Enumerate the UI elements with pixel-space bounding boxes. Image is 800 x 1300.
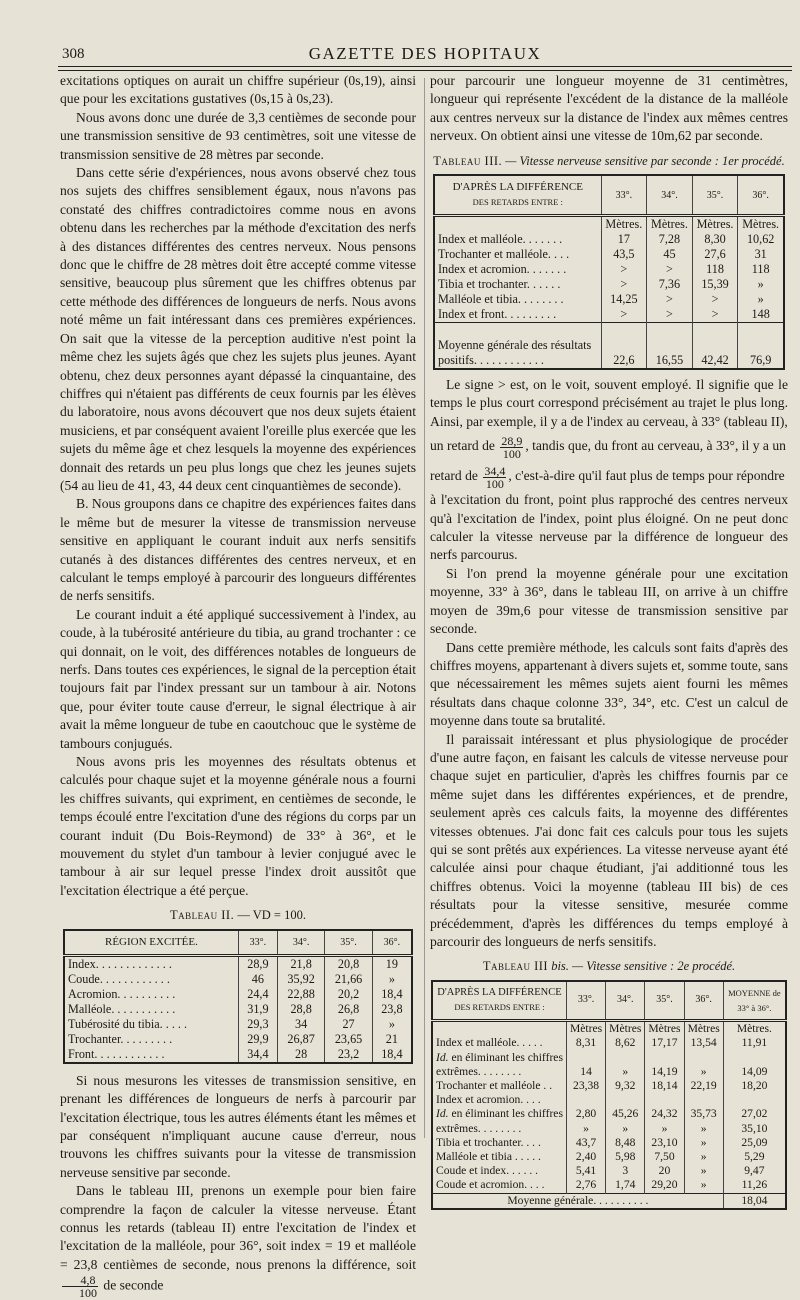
- table-row: [434, 247, 784, 262]
- table-row: [432, 1122, 786, 1136]
- table-cell: 7,36: [647, 277, 693, 292]
- table-cell: 35,92: [277, 972, 324, 987]
- table-cell: >: [647, 307, 693, 323]
- table-row: [64, 987, 412, 1002]
- paragraph: Dans le tableau III, prenons un exemple pour bien faire comprendre la façon de calculer la vitesse nerveuse. Étant connus les retards (tableau II) entre l'excitation de l'index et l'excitation de la malléole, pour 36°, soit index = 19 et malléole = 23,8 centièmes de seconde, nous prenons la différence, soit $\frac{4,8}{100}$ de seconde: [60, 1183, 416, 1300]
- table-cell: »: [372, 972, 412, 987]
- unit-cell: Mètres.: [723, 1021, 786, 1037]
- table-cell: 7,28: [647, 232, 693, 247]
- table2: RÉGION EXCITÉE. 33°. 34°. 35°. 36°. Index. . . . . . . . . . . . . 28,9 21,8 20,8 19 Coude. . . . . . . . . . . . 46 35,92 21,66 » Acromion. . . . . . . . . . 24,4 22,88 20,2 18,4 Malléole. . . . . . . . . . . 31,9 28,8 26,8 23,8 Tubérosité du tibia. . . . . 29,3 34 27 » Trochanter. . . . . . . . . 29,9 26,87 23,65 21 Front. . . . . . . . . . . . 34,4 28 23,2 18,4: [63, 929, 413, 1064]
- table-row: [432, 1107, 786, 1121]
- table-row: [434, 277, 784, 292]
- paragraph: Nous avons donc une durée de 3,3 centièmes de seconde pour une transmission sensitive de 93 centimètres, soit une vitesse de transmission sensitive de 28 mètres par seconde.: [60, 109, 416, 162]
- table-row: [432, 1093, 786, 1107]
- table-cell: 25,09: [723, 1136, 786, 1150]
- mean-row: [434, 353, 784, 369]
- table3bis: D'APRÈS LA DIFFÉRENCE DES RETARDS ENTRE : 33°. 34°. 35°. 36°. MOYENNE de 33° à 36°. Mètres Mètres Mètres Mètres Mètres. Index et malléole. . . . . 8,31 8,62 17,17 13,54 11,91 Id. en éliminant les chiffres extrêmes. . . . . . . . 14 » 14,19 » 14,09 Trochanter et malléole . . 23,38 9,32 18,14 22,19 18,20 Index et acromion. . . . Id. en éliminant les chiffres 2,80 45,26 24,32 35,73 27,02 extrêmes. . . . . . . . » » » » 35,10 Tibia et trochanter. . . . 43,7 8,48 23,10 » 25,09 Malléole et tibia . . . . . 2,40 5,98 7,50 » 5,29 Coude et index. . . . . . 5,41 3 20 » 9,47 Coude et acromion. . . . 2,76 1,74 29,20 » 11,26 Moyenne générale. . . . . . . . . . 18,04: [431, 980, 787, 1210]
- table-cell: >: [647, 262, 693, 277]
- table-cell: »: [372, 1017, 412, 1032]
- table-cell: 31: [738, 247, 784, 262]
- table-cell: 5,41: [566, 1164, 605, 1178]
- table-row: [64, 1032, 412, 1047]
- table-cell: 5,98: [606, 1150, 645, 1164]
- table-row: [432, 1036, 786, 1050]
- table-cell: 45,26: [606, 1107, 645, 1121]
- paragraph: Le signe > est, on le voit, souvent employé. Il signifie que le temps le plus court correspond précisément au trajet le plus long. Ainsi, par exemple, il y a de l'index au cerveau, à 33° (tableau II),: [430, 377, 788, 429]
- table-cell: 16,55: [647, 353, 693, 369]
- header-rule-thin: [58, 70, 792, 71]
- row-label: Id. en éliminant les chiffres: [436, 1107, 563, 1121]
- row-label: Index et front. . . . . . . . .: [438, 307, 557, 322]
- fraction: $\frac{28,9}{100}$: [501, 433, 523, 461]
- table-cell: 29,20: [645, 1178, 684, 1193]
- table-cell: 18,20: [723, 1079, 786, 1093]
- row-label: Front. . . . . . . . . . . .: [68, 1046, 165, 1061]
- row-label: Trochanter. . . . . . . . .: [68, 1031, 173, 1046]
- table-cell: 8,31: [566, 1036, 605, 1050]
- paragraph: Nous avons pris les moyennes des résultats obtenus et calculés pour chaque sujet et la moyenne générale nous a fourni les chiffres suivants, qui expriment, en centièmes de seconde, le temps écoulé entre l'excitation d'une des régions du corps par un courant induit (Du Bois-Reymond) de 33° à 36°, et le mouvement du stylet d'un tambour à levier conjugué avec le tambour à air sur lequel presse l'index droit aussitôt que l'excitation électrique a été perçue.: [60, 754, 416, 898]
- table-cell: 42,42: [692, 353, 738, 369]
- unit-cell: Mètres: [606, 1021, 645, 1037]
- table-cell: 23,8: [372, 1002, 412, 1017]
- page-header: [60, 44, 790, 66]
- table-cell: 23,38: [566, 1079, 605, 1093]
- paragraph: Si l'on prend la moyenne générale pour une excitation moyenne, 33° à 36°, dans le tableau III, on arrive à un chiffre moyen de 39m,6 pour vitesse de transmission sensitive par seconde.: [430, 565, 788, 637]
- table-cell: 14,19: [645, 1065, 684, 1079]
- table-cell: 15,39: [692, 277, 738, 292]
- table-cell: 20,8: [325, 955, 372, 972]
- row-label: extrêmes. . . . . . . .: [436, 1064, 522, 1078]
- row-label: Index et malléole. . . . . . .: [438, 232, 563, 247]
- spacer-cell: [647, 323, 693, 339]
- table-cell: [566, 1051, 605, 1065]
- unit-cell: Mètres.: [692, 216, 738, 233]
- table-cell: 28,9: [238, 955, 277, 972]
- table-cell: 22,19: [684, 1079, 723, 1093]
- table3: D'APRÈS LA DIFFÉRENCE DES RETARDS ENTRE : 33°. 34°. 35°. 36°. Mètres. Mètres. Mètres. Mètres. Index et malléole. . . . . . . 17 7,28 8,30 10,62 Trochanter et malléole. . . . 43,5 45 27,6 31 Index et acromion. . . . . . . > > 118 118 Tibia et trochanter. . . . . . > 7,36 15,39 » Malléole et tibia. . . . . . . . 14,25 > > » Index et front. . . . . . . . . > > > 148 Moyenne générale des résultats positifs. . . . . . . . . . . . 22,6 16,55 42,42 76,9: [433, 174, 785, 370]
- table-cell: 9,32: [606, 1079, 645, 1093]
- paragraph: Si nous mesurons les vitesses de transmission sensitive, en prenant les différences de longueurs de nerfs à parcourir par l'excitation électrique, tous les autres éléments étant les mêmes et par conséquent n'impliquant aucune cause d'erreur, nous trouvons les chiffres suivants pour la vitesse de transmission nerveuse sensitive par seconde.: [60, 1072, 416, 1180]
- table-cell: 27,02: [723, 1107, 786, 1121]
- table-cell: 22,88: [277, 987, 324, 1002]
- table-cell: >: [601, 307, 647, 323]
- table-row: [432, 1150, 786, 1164]
- table-cell: »: [684, 1178, 723, 1193]
- table-cell: 23,10: [645, 1136, 684, 1150]
- row-label: Malléole et tibia. . . . . . . .: [438, 292, 564, 307]
- table-cell: 18,04: [723, 1193, 786, 1209]
- table-cell: 27: [325, 1017, 372, 1032]
- table-cell: >: [692, 292, 738, 307]
- table-cell: [647, 338, 693, 353]
- table-cell: 43,5: [601, 247, 647, 262]
- table3-caption: Tableau III. — Vitesse nerveuse sensitive par seconde : 1er procédé.: [433, 153, 785, 168]
- row-label: extrêmes. . . . . . . .: [436, 1121, 522, 1135]
- table-cell: [723, 1051, 786, 1065]
- table3bis-caption: Tableau III bis. — Vitesse sensitive : 2e procédé.: [482, 959, 736, 974]
- row-label: Trochanter et malléole. . . .: [438, 247, 570, 262]
- table-row: [434, 232, 784, 247]
- table-cell: »: [606, 1122, 645, 1136]
- row-label: Id. en éliminant les chiffres: [436, 1050, 563, 1064]
- right-column: [430, 72, 788, 1210]
- separator-row: [434, 323, 784, 339]
- table-cell: 19: [372, 955, 412, 972]
- table-cell: >: [647, 292, 693, 307]
- table-cell: 46: [238, 972, 277, 987]
- table-row: [432, 1136, 786, 1150]
- table-cell: 7,50: [645, 1150, 684, 1164]
- unit-cell: Mètres: [645, 1021, 684, 1037]
- spacer-cell: [434, 323, 601, 339]
- table-cell: 27,6: [692, 247, 738, 262]
- table-cell: 24,4: [238, 987, 277, 1002]
- table-cell: 2,40: [566, 1150, 605, 1164]
- table-cell: 29,3: [238, 1017, 277, 1032]
- table-cell: >: [601, 262, 647, 277]
- table-cell: [645, 1093, 684, 1107]
- table-cell: >: [601, 277, 647, 292]
- table-cell: »: [606, 1065, 645, 1079]
- table-cell: 17: [601, 232, 647, 247]
- table-cell: 76,9: [738, 353, 784, 369]
- table-cell: 18,14: [645, 1079, 684, 1093]
- table-row: [432, 1079, 786, 1093]
- table-cell: 5,29: [723, 1150, 786, 1164]
- table-cell: [566, 1093, 605, 1107]
- table-row: [434, 262, 784, 277]
- table-cell: »: [566, 1122, 605, 1136]
- row-label: Coude et acromion. . . .: [436, 1178, 545, 1192]
- table-row: [64, 955, 412, 972]
- table-cell: 11,26: [723, 1178, 786, 1193]
- fraction: $\frac{4,8}{100}$: [62, 1274, 98, 1299]
- table-cell: 148: [738, 307, 784, 323]
- column-divider: [424, 78, 425, 1138]
- table-cell: 24,32: [645, 1107, 684, 1121]
- table-row: [64, 1017, 412, 1032]
- table-cell: 14,09: [723, 1065, 786, 1079]
- header-rule: [58, 66, 792, 67]
- row-label: Coude. . . . . . . . . . . .: [68, 971, 170, 986]
- table-row: [434, 307, 784, 323]
- row-label: Index. . . . . . . . . . . . .: [68, 956, 172, 971]
- table-row: [432, 1051, 786, 1065]
- paragraph: Dans cette première méthode, les calculs sont faits d'après des chiffres moyens, appartenant à divers sujets et, somme toute, sans que nécessairement les mêmes sujets aient fourni les mêmes résultats dans chaque colonne 33°, 34°, etc. C'est un calcul de moyenne dans toute sa brutalité.: [430, 639, 788, 729]
- table-cell: 14: [566, 1065, 605, 1079]
- paragraph: à l'excitation du front, point plus rapproché des centres nerveux qu'à l'excitation de l'index, point plus éloigné. On ne peut donc calculer la vitesse nerveuse par la différence de longueur des nerfs parcourus.: [430, 492, 788, 563]
- row-label: Tubérosité du tibia. . . . .: [68, 1016, 188, 1031]
- table-row: [64, 1002, 412, 1017]
- row-label: Coude et index. . . . . .: [436, 1164, 539, 1178]
- page-number: 308: [62, 46, 85, 62]
- table-cell: 22,6: [601, 353, 647, 369]
- table-cell: 35,10: [723, 1122, 786, 1136]
- row-label: Moyenne générale. . . . . . . . . .: [432, 1193, 723, 1209]
- row-label: Moyenne générale des résultats: [438, 338, 592, 353]
- table-cell: 2,80: [566, 1107, 605, 1121]
- table-cell: >: [692, 307, 738, 323]
- table-row: [432, 1065, 786, 1079]
- table-cell: »: [684, 1065, 723, 1079]
- table-cell: 9,47: [723, 1164, 786, 1178]
- table-cell: 23,65: [325, 1032, 372, 1047]
- table-cell: 43,7: [566, 1136, 605, 1150]
- table-cell: [723, 1093, 786, 1107]
- table-cell: 21,66: [325, 972, 372, 987]
- table-cell: 29,9: [238, 1032, 277, 1047]
- table-row: [432, 1178, 786, 1193]
- table-cell: »: [684, 1164, 723, 1178]
- table-cell: »: [645, 1122, 684, 1136]
- row-label: positifs. . . . . . . . . . . .: [438, 353, 544, 368]
- table-cell: 21: [372, 1032, 412, 1047]
- unit-cell: Mètres.: [647, 216, 693, 233]
- table-cell: [684, 1093, 723, 1107]
- table-cell: 8,48: [606, 1136, 645, 1150]
- table-cell: 34,4: [238, 1047, 277, 1063]
- table-cell: 13,54: [684, 1036, 723, 1050]
- paragraph: Dans cette série d'expériences, nous avons observé chez tous nos sujets des chiffres sensiblement égaux, nous n'avons pas constaté des chiffres contradictoires comme nous en avons obtenu dans les recherches par la méthode d'excitation des nerfs à des distances différentes des centres nerveux. Nous pensons donc que le chiffre de 28 mètres doit être accepté comme vitesse sensitive, beaucoup plus sûrement que les chiffres obtenus par cette méthode des différences de longueurs de nerfs. Nous avons noté même un fait intéressant dans ces premières expériences. On sait que la vitesse de la perception auditive n'est point la même chez les sujets âgés que chez les sujets plus jeunes. Ayant obtenu, chez deux personnes ayant dépassé la cinquantaine, des chiffres qui n'étaient pas différents de ceux fournis par les élèves du laboratoire, nous avons découvert que nos deux sujets étaient musiciens, et par conséquent avaient l'oreille plus exercée que les sujets du même âge et chez lesquels la moyenne des expériences donnait des retards un peu plus longs que chez les jeunes sujets (54 au lieu de 41, 43, 44 deux cent cinquantièmes de seconde).: [60, 165, 416, 493]
- paragraph: excitations optiques on aurait un chiffre supérieur (0s,19), ainsi que pour les excitations gustatives (0s,15 à 0s,23).: [60, 73, 416, 107]
- row-label: [434, 216, 601, 233]
- table-cell: 1,74: [606, 1178, 645, 1193]
- table-cell: [692, 338, 738, 353]
- table-cell: »: [684, 1122, 723, 1136]
- row-label: Index et acromion. . . . . . .: [438, 262, 567, 277]
- table-cell: [606, 1093, 645, 1107]
- table-cell: [601, 338, 647, 353]
- paragraph: Il paraissait intéressant et plus physiologique de procéder d'une autre façon, en faisant les calculs de vitesse nerveuse pour chaque sujet en particulier, d'après les chiffres fournis par ce même sujet dans les différentes expériences, et de prendre, seulement après ces calculs faits, la moyenne des différentes vitesses obtenues. J'ai donc fait ces calculs pour tous les sujets qui se sont prêtés aux expériences. La vitesse nerveuse ayant été calculée ainsi pour chaque étudiant, j'ai additionné tous les chiffres obtenus. Voici la moyenne (tableau III bis) de ces résultats pour la vitesse sensitive, mesurée comme précédemment, d'après les différences du temps employé à parcourir des longueurs de nerfs sensitifs.: [430, 731, 788, 949]
- row-label: Malléole et tibia . . . . .: [436, 1150, 541, 1164]
- table-cell: [645, 1051, 684, 1065]
- table-cell: 45: [647, 247, 693, 262]
- unit-cell: Mètres: [566, 1021, 605, 1037]
- equation-line: retard de $\frac{34,4}{100}$ , c'est-à-dire qu'il faut plus de temps pour répondre: [430, 463, 785, 491]
- spacer-cell: [738, 323, 784, 339]
- table-cell: 28,8: [277, 1002, 324, 1017]
- spacer-cell: [692, 323, 738, 339]
- table-cell: [606, 1051, 645, 1065]
- fraction: $\frac{34,4}{100}$: [484, 463, 506, 491]
- table-cell: 118: [692, 262, 738, 277]
- table-cell: 8,62: [606, 1036, 645, 1050]
- table-cell: 31,9: [238, 1002, 277, 1017]
- row-label: Tibia et trochanter. . . . . .: [438, 277, 561, 292]
- table-cell: 18,4: [372, 987, 412, 1002]
- row-label: Index et acromion. . . .: [436, 1093, 541, 1107]
- table-cell: [684, 1051, 723, 1065]
- table-cell: [738, 338, 784, 353]
- table-cell: 14,25: [601, 292, 647, 307]
- table-cell: 2,76: [566, 1178, 605, 1193]
- table-cell: 26,8: [325, 1002, 372, 1017]
- table-row: [64, 1047, 412, 1063]
- table-cell: 8,30: [692, 232, 738, 247]
- table-cell: 23,2: [325, 1047, 372, 1063]
- paragraph: B. Nous groupons dans ce chapitre des expériences faites dans le même but de mesurer la vitesse de transmission nerveuse sensitive en appliquant le courant induit aux nerfs sensitifs cutanés à des distances différentes des centres nerveux, et en calculant le temps employé à parcourir des longueurs différentes de nerfs sensitifs.: [60, 496, 416, 604]
- table-cell: 34: [277, 1017, 324, 1032]
- journal-title: GAZETTE DES HOPITAUX: [308, 44, 542, 63]
- table-cell: »: [738, 292, 784, 307]
- table-cell: 17,17: [645, 1036, 684, 1050]
- unit-cell: Mètres: [684, 1021, 723, 1037]
- left-column: [60, 72, 416, 1299]
- table2-caption: Tableau II. — VD = 100.: [170, 908, 306, 923]
- table-cell: 20: [645, 1164, 684, 1178]
- table-cell: 35,73: [684, 1107, 723, 1121]
- row-label: Malléole. . . . . . . . . . .: [68, 1001, 176, 1016]
- row-label: Tibia et trochanter. . . .: [436, 1135, 541, 1149]
- unit-cell: Mètres.: [601, 216, 647, 233]
- mean-row: [432, 1193, 786, 1209]
- table-row: [432, 1164, 786, 1178]
- table-cell: »: [684, 1136, 723, 1150]
- mean-row: [434, 338, 784, 353]
- table-cell: 28: [277, 1047, 324, 1063]
- table-cell: 3: [606, 1164, 645, 1178]
- unit-cell: Mètres.: [738, 216, 784, 233]
- table-cell: »: [738, 277, 784, 292]
- paragraph: pour parcourir une longueur moyenne de 31 centimètres, longueur qui représente l'excédent de la distance de la malléole aux centres nerveux sur la distance de l'index aux mêmes centres nerveux. On obtient ainsi une vitesse de 10m,62 par seconde.: [430, 73, 788, 144]
- table-cell: 118: [738, 262, 784, 277]
- table-cell: 11,91: [723, 1036, 786, 1050]
- table-cell: »: [684, 1150, 723, 1164]
- table-cell: 20,2: [325, 987, 372, 1002]
- table-row: [434, 292, 784, 307]
- table-cell: 18,4: [372, 1047, 412, 1063]
- spacer-cell: [601, 323, 647, 339]
- table-cell: 26,87: [277, 1032, 324, 1047]
- units-row: [432, 1021, 786, 1037]
- equation-line: un retard de $\frac{28,9}{100}$ , tandis que, du front au cerveau, à 33°, il y a un: [430, 433, 786, 461]
- units-row: [434, 216, 784, 233]
- table-cell: 21,8: [277, 955, 324, 972]
- table-cell: 10,62: [738, 232, 784, 247]
- paragraph: Le courant induit a été appliqué successivement à l'index, au coude, à la tubérosité antérieure du tibia, au grand trochanter : ce qui donnait, on le voit, des différences notables de longueurs de nerfs. Dans toutes ces expériences, le signal de la perception était toujours fait par l'index pressant sur un tambour à air. Notons que, pour éviter toute cause d'erreur, le signal électrique à air avait la même longueur de tube en caoutchouc que le système de tambours conjugués.: [60, 606, 416, 751]
- row-label: Index et malléole. . . . .: [436, 1036, 543, 1050]
- table-row: [64, 972, 412, 987]
- row-label: Trochanter et malléole . .: [436, 1079, 553, 1093]
- row-label: [432, 1021, 566, 1037]
- row-label: Acromion. . . . . . . . . .: [68, 986, 176, 1001]
